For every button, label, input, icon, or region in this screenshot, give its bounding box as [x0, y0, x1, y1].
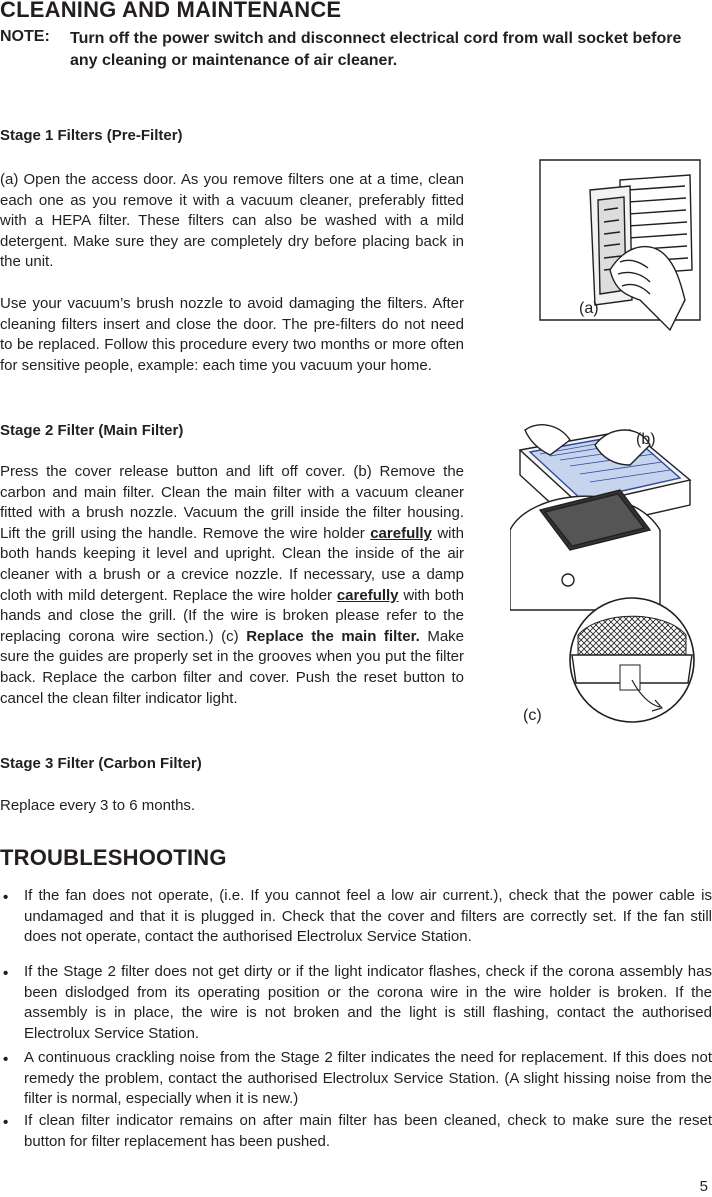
stage2-text-3: with both hands and close the grill. (If the wire is broken please refer to the replacing corona wire section.) (c) — [0, 586, 464, 645]
caption-a: (a) — [579, 300, 599, 317]
prefilter-illustration — [500, 150, 712, 350]
troubleshooting-item: If clean filter indicator remains on after main filter has been cleaned, check to make sure the reset button for filter replacement has been pushed. — [24, 1112, 712, 1150]
troubleshooting-item: If the fan does not operate, (i.e. If you cannot feel a low air current.), check that the power cable is undamaged and that it is plugged in. Check that the cover and filters are correctly set. If the fan still does not operate, contact the authorised Electrolux Service Station. — [24, 887, 712, 946]
note-text: Turn off the power switch and disconnect electrical cord from wall socket before any cleaning or maintenance of air cleaner. — [70, 30, 682, 69]
stage2-text-1: Press the cover release button and lift off cover. (b) Remove the carbon and main filter. Clean the main filter with a vacuum cleaner fitted with a brush nozzle. Vacuum the grill inside the filter housing. Lift the grill using the handle. Remove the wire holder — [0, 463, 464, 542]
stage2-text-4: Make sure the guides are properly set in the grooves when you put the filter back. Replace the carbon filter and cover. Push the reset button to cancel the clean filter indicator light. — [0, 627, 464, 707]
stage2-bold-instruction: Replace the main filter. — [246, 627, 420, 645]
caption-c: (c) — [523, 707, 542, 724]
stage1-paragraph-1: (a) Open the access door. As you remove filters one at a time, clean each one as you remove it with a vacuum cleaner, preferably fitted with a HEPA filter. These filters can also be washed with a mild detergent. Make sure they are completely dry before placing back in the unit. — [0, 171, 464, 271]
stage2-text-2: with both hands keeping it level and upright. Clean the inside of the air cleaner with a brush or a crevice nozzle. If necessary, use a damp cloth with mild detergent. Replace the wire holder — [0, 524, 464, 604]
page-number: 5 — [699, 1178, 708, 1195]
bullet-4: • — [3, 1114, 9, 1131]
bullet-2: • — [3, 965, 9, 982]
troubleshooting-title: TROUBLESHOOTING — [0, 845, 227, 870]
stage1-heading: Stage 1 Filters (Pre-Filter) — [0, 127, 183, 144]
troubleshooting-item: A continuous crackling noise from the Stage 2 filter indicates the need for replacement. If this does not remedy the problem, contact the authorised Electrolux Service Station. (A slight hissing noise from the filter is normal, especially when it is new.) — [24, 1049, 712, 1108]
main-filter-illustration — [510, 420, 700, 620]
stage2-emphasis-1: carefully — [370, 524, 432, 542]
stage3-heading: Stage 3 Filter (Carbon Filter) — [0, 755, 202, 772]
bullet-3: • — [3, 1051, 9, 1068]
stage2-heading: Stage 2 Filter (Main Filter) — [0, 422, 184, 439]
grill-illustration — [560, 595, 705, 725]
caption-b: (b) — [636, 431, 656, 448]
stage1-paragraph-2: Use your vacuum’s brush nozzle to avoid damaging the filters. After cleaning filters insert and close the door. The pre-filters do not need to be replaced. Follow this procedure every two months or more often for sensitive people, example: each time you vacuum your home. — [0, 295, 464, 374]
stage2-emphasis-2: carefully — [336, 586, 399, 604]
stage2-paragraph — [0, 462, 464, 709]
note-label: NOTE: — [0, 28, 50, 45]
troubleshooting-item: If the Stage 2 filter does not get dirty or if the light indicator flashes, check if the corona assembly has been dislodged from its operating position or the corona wire in the wire holder is broken. If the assembly is in place, the wire is not broken and the light is still flashing, contact the authorised Electrolux Service Station. — [24, 963, 712, 1042]
stage3-text: Replace every 3 to 6 months. — [0, 797, 196, 814]
page-title: CLEANING AND MAINTENANCE — [0, 0, 342, 22]
bullet-1: • — [3, 889, 9, 906]
